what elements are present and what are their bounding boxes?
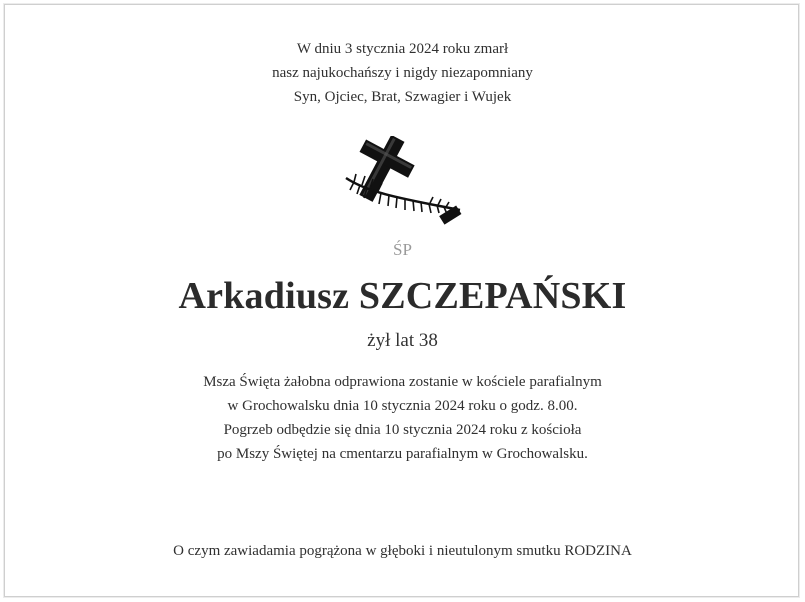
funeral-details [0, 370, 805, 466]
details-line: po Mszy Świętej na cmentarzu parafialnym w Grochowalsku. [217, 446, 588, 462]
intro-text [0, 37, 805, 109]
intro-line: W dniu 3 stycznia 2024 roku zmarł [296, 41, 509, 57]
prefix-text: ŚP [393, 240, 412, 259]
closing-text: O czym zawiadamia pogrążona w głęboki i nieutulonym smutku RODZINA [173, 543, 632, 559]
details-line: w Grochowalsku dnia 10 stycznia 2024 roku o godz. 8.00. [227, 398, 578, 414]
details-line: Pogrzeb odbędzie się dnia 10 stycznia 2024 roku z kościoła [223, 422, 582, 438]
intro-line: Syn, Ojciec, Brat, Szwagier i Wujek [293, 89, 512, 105]
details-line: Msza Święta żałobna odprawiona zostanie w kościele parafialnym [203, 374, 602, 390]
intro-line: nasz najukochańszy i nigdy niezapomniany [272, 65, 533, 81]
cross-with-palm-branch-icon [340, 136, 468, 228]
age-text: żył lat 38 [367, 330, 438, 351]
deceased-name: Arkadiusz SZCZEPAŃSKI [178, 275, 627, 317]
